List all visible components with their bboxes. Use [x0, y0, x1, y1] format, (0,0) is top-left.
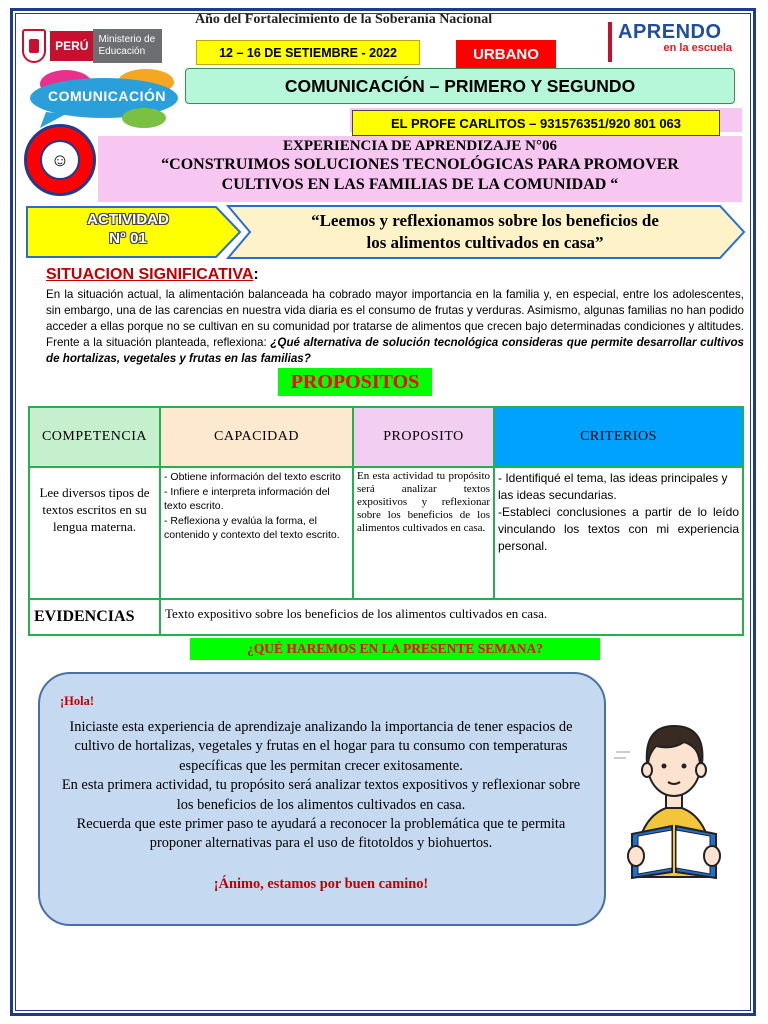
evidencias-text: Texto expositivo sobre los beneficios de los alimentos cultivados en casa. — [160, 599, 743, 635]
aprendo-subtitle: en la escuela — [663, 42, 732, 54]
experience-number: EXPERIENCIA DE APRENDIZAJE N°06 — [283, 138, 557, 154]
aprendo-logo — [608, 22, 744, 62]
criterio-item: -Estableci conclusiones a partir de lo leído vinculando los textos con mi experiencia personal. — [498, 505, 739, 553]
aprendo-title: APRENDO — [618, 21, 722, 43]
experience-title-box — [98, 136, 742, 202]
capacidad-cell — [160, 467, 353, 599]
experience-title-line2: CULTIVOS EN LAS FAMILIAS DE LA COMUNIDAD “ — [221, 176, 619, 193]
message-paragraph: Recuerda que este primer paso te ayudará a reconocer la problemática que te permita proponer alternativas para el uso de fitotoldos y biohuertos. — [76, 816, 566, 852]
message-closing: ¡Ánimo, estamos por buen camino! — [213, 876, 429, 892]
ministry-country: PERÚ — [50, 31, 93, 61]
subject-banner: COMUNICACIÓN – PRIMERO Y SEGUNDO — [185, 68, 735, 104]
ministry-name: Ministerio de Educación — [93, 29, 162, 63]
evidencias-row — [29, 599, 743, 635]
purposes-table — [28, 406, 744, 636]
header-competencia: COMPETENCIA — [29, 407, 160, 467]
message-paragraph: Iniciaste esta experiencia de aprendizaje analizando la importancia de tener espacios de cultivo de hortalizas, vegetales y frutas en el hogar para tu consumo con temperaturas específicas que les permitan crecer exitosamente. — [69, 719, 573, 774]
capacidad-item: - Reflexiona y evalúa la forma, el contenido y contexto del texto escrito. — [164, 514, 340, 541]
activity-number: N° 01 — [109, 230, 147, 247]
comunicacion-logo — [26, 66, 186, 132]
proposito-cell: En esta actividad tu propósito será analizar textos expositivos y reflexionar sobre los beneficios de los alimentos cultivados en casa. — [353, 467, 494, 599]
situation-title-colon: : — [253, 266, 259, 283]
table-row — [29, 467, 743, 599]
week-plan-title: ¿QUÉ HAREMOS EN LA PRESENTE SEMANA? — [190, 638, 600, 660]
capacidad-item: - Infiere e interpreta información del texto escrito. — [164, 485, 330, 512]
peru-shield-icon — [22, 29, 46, 63]
message-greeting: ¡Hola! — [60, 694, 95, 708]
ministry-logo — [22, 24, 162, 68]
situation-text — [46, 287, 744, 367]
teacher-face-icon: ☺ — [40, 140, 80, 180]
student-reading-icon — [614, 702, 734, 882]
situation-body: En la situación actual, la alimentación balanceada ha cobrado mayor importancia en la familia y, en especial, entre los adolescentes, sin embargo, una de las carencias en nuestra vida diaria es el consumo de frutas y verduras. Asimismo, algunas familias no han podido acceder a ellas porque no se cultivan en su comunidad por tratarse de alimentos que crecen bajo determinadas condiciones y altitudes. Frente a la situación planteada, reflexiona: — [46, 288, 744, 349]
situation-title — [46, 266, 259, 284]
activity-title — [250, 210, 720, 254]
message-body — [54, 718, 588, 854]
message-paragraph: En esta primera actividad, tu propósito será analizar textos expositivos y reflexionar sobre los beneficios de los alimentos cultivados en casa. — [61, 777, 581, 813]
activity-label — [68, 210, 188, 248]
activity-label-word: ACTIVIDAD — [87, 211, 169, 228]
criterios-cell — [494, 467, 743, 599]
week-dates: 12 – 16 DE SETIEMBRE - 2022 — [196, 40, 420, 65]
situation-title-text: SITUACION SIGNIFICATIVA — [46, 266, 254, 283]
header-proposito: PROPOSITO — [353, 407, 494, 467]
experience-title-line1: “CONSTRUIMOS SOLUCIONES TECNOLÓGICAS PARA PROMOVER — [161, 156, 679, 173]
competencia-cell: Lee diversos tipos de textos escritos en su lengua materna. — [29, 467, 160, 599]
header-capacidad: CAPACIDAD — [160, 407, 353, 467]
capacidad-item: - Obtiene información del texto escrito — [164, 471, 341, 483]
teacher-contact: EL PROFE CARLITOS – 931576351/920 801 063 — [352, 110, 720, 136]
activity-title-line1: “Leemos y reflexionamos sobre los beneficios de — [311, 211, 659, 230]
table-header-row — [29, 407, 743, 467]
propositos-title: PROPOSITOS — [278, 368, 432, 396]
situation-question: ¿Qué alternativa de solución tecnológica consideras que permite desarrollar cultivos de hortalizas, vegetales y frutas en las familias? — [46, 336, 744, 365]
comunicacion-logo-text: COMUNICACIÓN — [48, 88, 166, 104]
header-criterios: CRITERIOS — [494, 407, 743, 467]
activity-title-line2: los alimentos cultivados en casa” — [366, 233, 604, 252]
year-motto: Año del Fortalecimiento de la Soberanía Nacional — [195, 14, 493, 27]
criterio-item: - Identifiqué el tema, las ideas principales y las ideas secundarias. — [498, 471, 728, 502]
evidencias-label: EVIDENCIAS — [29, 599, 160, 635]
profe-badge-logo — [24, 124, 96, 196]
zone-badge: URBANO — [456, 40, 556, 68]
